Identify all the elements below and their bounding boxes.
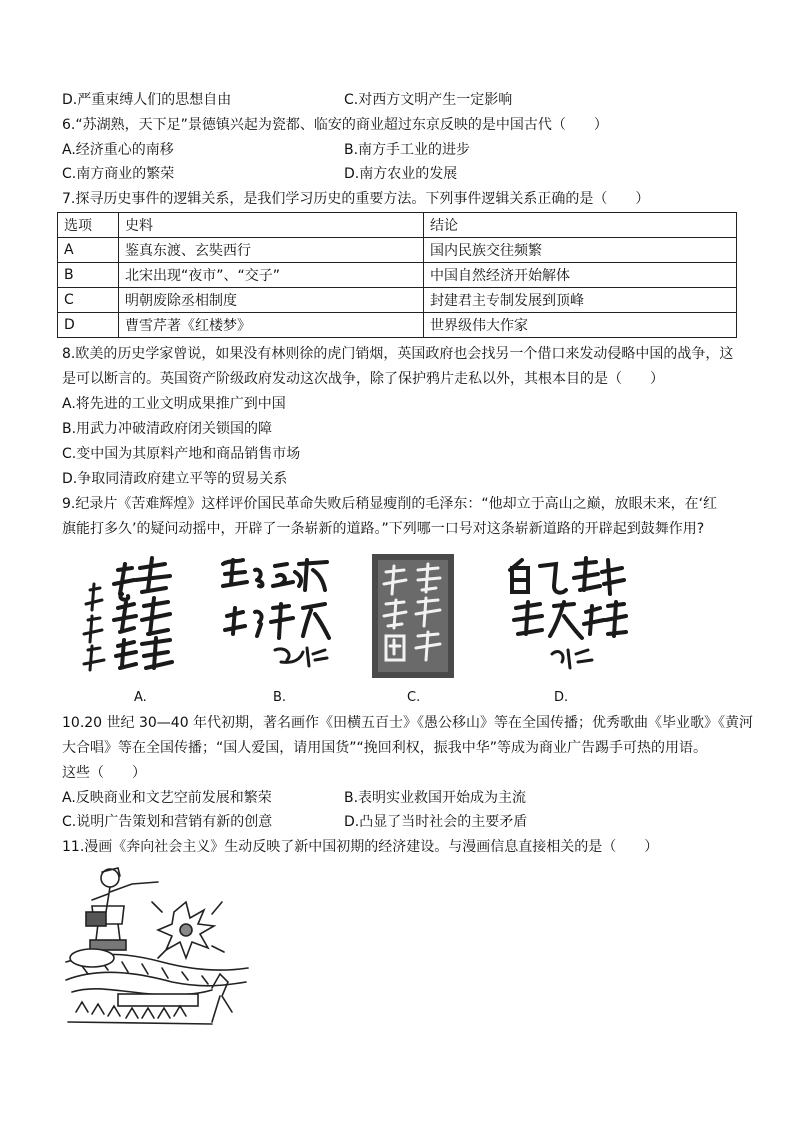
q9-label-c: C. xyxy=(407,690,421,705)
calligraphy-a-image xyxy=(70,550,190,678)
table-cell: D xyxy=(58,313,119,338)
q6-stem: 6.“苏湖熟，天下足”景德镇兴起为瓷都、临安的商业超过东京反映的是中国古代（ ） xyxy=(62,117,608,133)
q6-option-d: D.南方农业的发展 xyxy=(344,166,458,182)
q5-option-d: D.严重束缚人们的思想自由 xyxy=(62,92,232,108)
q9-label-a: A. xyxy=(134,690,147,705)
table-header-cell: 史料 xyxy=(119,213,424,238)
q7-stem: 7.探寻历史事件的逻辑关系，是我们学习历史的重要方法。下列事件逻辑关系正确的是（ ） xyxy=(62,191,650,207)
table-cell: A xyxy=(58,238,119,263)
table-cell: 北宋出现“夜市”、“交子” xyxy=(119,263,424,288)
table-header-row xyxy=(58,213,737,238)
q7-table xyxy=(57,212,737,338)
table-cell: B xyxy=(58,263,119,288)
q10-stem-line1: 10.20 世纪 30—40 年代初期，著名画作《田横五百士》《愚公移山》等在全国传播；优秀歌曲《毕业歌》《黄河 xyxy=(62,715,754,731)
q6-option-c: C.南方商业的繁荣 xyxy=(62,166,175,182)
q8-option-a: A.将先进的工业文明成果推广到中国 xyxy=(62,396,286,412)
table-cell: 国内民族交往频繁 xyxy=(424,238,737,263)
table-row xyxy=(58,288,737,313)
table-row xyxy=(58,238,737,263)
q8-option-d: D.争取同清政府建立平等的贸易关系 xyxy=(62,471,288,487)
q10-option-a: A.反映商业和文艺空前发展和繁荣 xyxy=(62,790,272,806)
q6-option-b: B.南方手工业的进步 xyxy=(344,142,471,158)
q9-label-b: B. xyxy=(273,690,287,705)
table-header-cell: 选项 xyxy=(58,213,119,238)
table-cell: 中国自然经济开始解体 xyxy=(424,263,737,288)
calligraphy-c-image xyxy=(372,550,454,678)
q9-stem-line2: 旗能打多久’的疑问动摇中，开辟了一条崭新的道路。”下列哪一口号对这条崭新道路的开辟起到鼓舞作用? xyxy=(62,521,705,537)
q8-option-c: C.变中国为其原料产地和商品销售市场 xyxy=(62,446,301,462)
table-row xyxy=(58,263,737,288)
q10-option-c: C.说明广告策划和营销有新的创意 xyxy=(62,814,273,830)
q10-option-d: D.凸显了当时社会的主要矛盾 xyxy=(344,814,528,830)
cartoon-image xyxy=(62,862,252,1037)
q6-option-a: A.经济重心的南移 xyxy=(62,142,174,158)
q8-stem-line1: 8.欧美的历史学家曾说，如果没有林则徐的虎门销烟，英国政府也会找另一个借口来发动侵略中国的战争，这 xyxy=(62,346,734,362)
q10-stem-line3: 这些（ ） xyxy=(62,765,146,781)
table-cell: 世界级伟大作家 xyxy=(424,313,737,338)
table-cell: C xyxy=(58,288,119,313)
table-row xyxy=(58,313,737,338)
q9-label-d: D. xyxy=(554,690,569,705)
table-cell: 明朝废除丞相制度 xyxy=(119,288,424,313)
q8-stem-line2: 是可以断言的。英国资产阶级政府发动这次战争，除了保护鸦片走私以外，其根本目的是（ ） xyxy=(62,371,664,387)
table-header-cell: 结论 xyxy=(424,213,737,238)
calligraphy-d-image xyxy=(500,550,630,678)
table-cell: 封建君主专制发展到顶峰 xyxy=(424,288,737,313)
table-cell: 鉴真东渡、玄奘西行 xyxy=(119,238,424,263)
calligraphy-b-image xyxy=(215,550,345,678)
q5-option-c: C.对西方文明产生一定影响 xyxy=(344,92,513,108)
table-cell: 曹雪芹著《红楼梦》 xyxy=(119,313,424,338)
q11-stem: 11.漫画《奔向社会主义》生动反映了新中国初期的经济建设。与漫画信息直接相关的是（ ） xyxy=(62,839,659,855)
q9-stem-line1: 9.纪录片《苦难辉煌》这样评价国民革命失败后稍显瘦削的毛泽东：“他却立于高山之巅，放眼未来，在‘红 xyxy=(62,496,718,512)
q10-option-b: B.表明实业救国开始成为主流 xyxy=(344,790,527,806)
q8-option-b: B.用武力冲破清政府闭关锁国的障 xyxy=(62,421,273,437)
q10-stem-line2: 大合唱》等在全国传播；“国人爱国，请用国货”“挽回利权，振我中华”等成为商业广告踢手可热的用语。 xyxy=(62,740,708,756)
